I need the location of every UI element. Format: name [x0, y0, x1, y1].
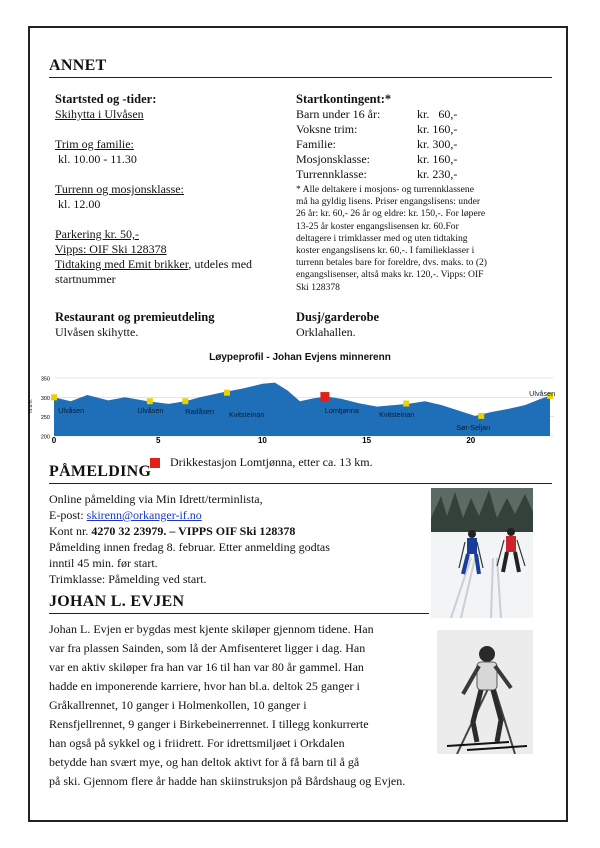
trim-time: kl. 10.00 - 11.30: [58, 152, 137, 166]
timing-text: , utdeles med: [188, 257, 253, 271]
turrenn-heading: Turrenn og mosjonsklasse:: [55, 182, 184, 196]
profile-title: Løypeprofil - Johan Evjens minnerenn: [209, 352, 391, 363]
bio-line: hadde en imponerende karriere, hvor han bl.a. deltok 25 ganger i: [49, 679, 360, 693]
place-label: Kvitsteinan: [379, 410, 415, 419]
place-label: Kvitsteinan: [229, 410, 265, 419]
johan-evjen-photo: [437, 630, 533, 754]
fee-note-line: må ha gyldig lisens. Priser engangslisens: under: [296, 196, 481, 208]
bio-line: han også på sykkel og i friidrett. For idrettsmiljøet i Orkdalen: [49, 736, 345, 750]
account-label: Kont nr.: [49, 524, 92, 538]
email-link[interactable]: skirenn@orkanger-if.no: [86, 508, 202, 522]
place-label: Sør-Seljan: [456, 423, 491, 432]
place-label: Ulvåsen: [58, 406, 85, 415]
fee-label: Turrennklasse:: [296, 167, 367, 181]
y-tick-label: 300: [40, 395, 50, 402]
fee-row: [296, 137, 556, 152]
fee-row: [296, 167, 556, 182]
checkpoint-marker: [182, 398, 188, 404]
x-tick-label: 20: [466, 436, 476, 445]
checkpoint-marker: [478, 413, 484, 419]
email-label: E-post:: [49, 508, 87, 522]
fee-note: [296, 184, 556, 294]
start-place: Skihytta i Ulvåsen: [55, 107, 144, 121]
account-value: 4270 32 23979. – VIPPS OIF Ski 128378: [91, 524, 296, 538]
section-title-evjen: JOHAN L. EVJEN: [49, 593, 185, 610]
bio-line: Johan L. Evjen er bygdas mest kjente skiløper gjennom tidene. Han: [49, 622, 374, 636]
start-info-block: [55, 92, 295, 287]
timing-text-2: startnummer: [55, 272, 116, 286]
checkpoint-marker: [147, 398, 153, 404]
y-tick-label: 350: [40, 376, 50, 383]
drink-station-legend: Drikkestasjon Lomtjønna, etter ca. 13 km.: [170, 455, 373, 469]
bio-line: på ski. Gjennom flere år hadde han skiinstruksjon på Bårdshaug og Evjen.: [49, 774, 406, 788]
dusj-heading: Dusj/garderobe: [296, 310, 380, 324]
fee-row: [296, 107, 556, 122]
bio-line: var fra plassen Sainden, som lå der Amfisenteret ligger i dag. Han: [49, 641, 366, 655]
fee-heading: Startkontingent:*: [296, 92, 392, 106]
start-heading: Startsted og -tider:: [55, 92, 157, 106]
fee-note-line: koster engangslisens kr. 60,-. I familieklasser i: [296, 245, 475, 257]
place-label: Ulvåsen: [529, 389, 556, 398]
turrenn-time: kl. 12.00: [58, 197, 101, 211]
drink-station-legend-icon: [150, 458, 160, 468]
fee-label: Barn under 16 år:: [296, 107, 381, 121]
pamelding-line-6: Trimklasse: Påmelding ved start.: [49, 572, 207, 586]
bio-line: var en aktiv skiløper fra han var 16 til han var 80 år gammel. Han: [49, 660, 364, 674]
trim-heading: Trim og familie:: [55, 137, 134, 151]
pamelding-line-1: Online påmelding via Min Idrett/terminlista,: [49, 492, 263, 506]
fee-value: kr. 60,-: [417, 107, 458, 121]
place-label: Lomtjønna: [324, 406, 359, 415]
dusj-place: Orklahallen.: [296, 325, 356, 339]
section-rule: [49, 483, 552, 484]
fee-note-line: turrenn betales bare for foreldre, dvs. maks. to (2): [296, 257, 488, 269]
place-label: Ulvåsen: [137, 406, 164, 415]
fee-note-line: 13-25 år koster engangslisensen kr. 60.For: [296, 220, 459, 232]
skiers-photo: [431, 488, 533, 618]
x-tick-label: 5: [155, 436, 161, 445]
timing-link[interactable]: Tidtaking med Emit brikker: [55, 257, 189, 271]
fee-row: [296, 122, 556, 137]
fee-value: kr. 160,-: [417, 152, 458, 166]
restaurant-block: [55, 310, 295, 340]
x-tick-label: 0: [51, 436, 57, 445]
fee-label: Mosjonsklasse:: [296, 152, 371, 166]
section-rule: [49, 613, 429, 614]
fee-note-line: * Alle deltakere i mosjons- og turrennklassene: [296, 184, 474, 195]
bio-line: Rensfjellrennet, 9 ganger i Birkebeinerrennet. I tillegg konkurrerte: [49, 717, 369, 731]
pamelding-line-5: inntil 45 min. før start.: [49, 556, 158, 570]
pamelding-block: [49, 491, 429, 587]
evjen-bio: [49, 620, 469, 791]
fee-note-line: 26 år: kr. 60,- 26 år og eldre: kr. 150,-. For løpere: [296, 208, 486, 220]
parking-info: Parkering kr. 50,-: [55, 227, 139, 241]
y-axis-label: m.o.h.: [28, 399, 34, 413]
fee-row: [296, 152, 556, 167]
fee-note-line: Ski 128378: [296, 281, 340, 293]
place-label: Radåsen: [185, 407, 215, 416]
x-tick-label: 10: [257, 436, 267, 445]
section-rule: [49, 77, 552, 78]
dusj-block: [296, 310, 536, 340]
bio-line: betydde han svært mye, og han deltok aktivt for å få barn til å gå: [49, 755, 360, 769]
fee-note-line: engangslisenser, altså maks kr. 120,-. Vipps: OIF: [296, 269, 484, 281]
fee-value: kr. 300,-: [417, 137, 458, 151]
checkpoint-marker: [224, 390, 230, 396]
x-tick-label: 15: [362, 436, 372, 445]
fee-label: Voksne trim:: [296, 122, 358, 136]
bio-line: Gråkallrennet, 10 ganger i Holmenkollen, 10 ganger i: [49, 698, 307, 712]
section-title-pamelding: PÅMELDING: [49, 463, 152, 480]
y-tick-label: 200: [40, 434, 50, 441]
y-tick-label: 250: [40, 415, 50, 422]
profile-x-axis: [28, 434, 568, 450]
fee-value: kr. 230,-: [417, 167, 458, 181]
fee-block: [296, 92, 556, 182]
restaurant-heading: Restaurant og premieutdeling: [55, 310, 215, 324]
vipps-info: Vipps: OIF Ski 128378: [55, 242, 167, 256]
fee-label: Familie:: [296, 137, 336, 151]
fee-note-line: deltagere i trimklasser med og uten tidtaking: [296, 232, 468, 244]
restaurant-place: Ulvåsen skihytte.: [55, 325, 139, 339]
pamelding-line-4: Påmelding innen fredag 8. februar. Etter anmelding godtas: [49, 540, 330, 554]
checkpoint-marker: [51, 394, 57, 400]
checkpoint-marker: [403, 401, 409, 407]
drink-station-marker: [320, 392, 329, 401]
fee-value: kr. 160,-: [417, 122, 458, 136]
section-title-annet: ANNET: [49, 57, 107, 74]
